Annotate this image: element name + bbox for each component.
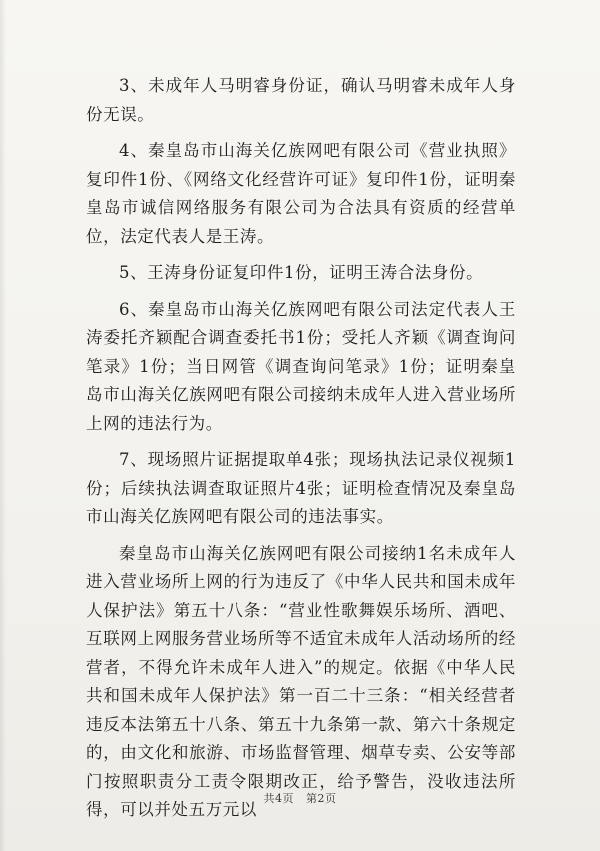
evidence-item-6: 6、秦皇岛市山海关亿族网吧有限公司法定代表人王涛委托齐颖配合调查委托书1份；受托人齐颖《调查询问笔录》1份；当日网管《调查询问笔录》1份；证明秦皇岛市山海关亿族网吧有限公司接纳未成年人进入营业场所上网的违法行为。 — [86, 299, 516, 433]
page-footer — [0, 790, 600, 806]
evidence-item-3: 3、未成年人马明睿身份证，确认马明睿未成年人身份无误。 — [86, 76, 516, 124]
legal-analysis-paragraph: 秦皇岛市山海关亿族网吧有限公司接纳1名未成年人进入营业场所上网的行为违反了《中华人民共和国未成年人保护法》第五十八条：“营业性歌舞娱乐场所、酒吧、互联网上网服务营业场所等不适宜未成年人活动场所的经营者，不得允许未成年人进入”的规定。依据《中华人民共和国未成年人保护法》第一百二十三条：“相关经营者违反本法第五十八条、第五十九条第一款、第六十条规定的，由文化和旅游、市场监督管理、烟草专卖、公安等部门按照职责分工责令限期改正，给予警告，没收违法所得，可以并处五万元以 — [86, 543, 516, 819]
evidence-item-7: 7、现场照片证据提取单4张；现场执法记录仪视频1份；后续执法调查取证照片4张；证明检查情况及秦皇岛市山海关亿族网吧有限公司的违法事实。 — [86, 450, 516, 526]
current-page-label: 第2页 — [306, 792, 337, 805]
document-body — [86, 72, 516, 833]
page-edge-shadow — [0, 0, 6, 851]
total-pages-label: 共4页 — [263, 792, 294, 805]
evidence-item-5: 5、王涛身份证复印件1份，证明王涛合法身份。 — [119, 263, 484, 282]
evidence-item-4: 4、秦皇岛市山海关亿族网吧有限公司《营业执照》复印件1份、《网络文化经营许可证》复印件1份，证明秦皇岛市诚信网络服务有限公司为合法具有资质的经营单位，法定代表人是王涛。 — [86, 141, 516, 246]
